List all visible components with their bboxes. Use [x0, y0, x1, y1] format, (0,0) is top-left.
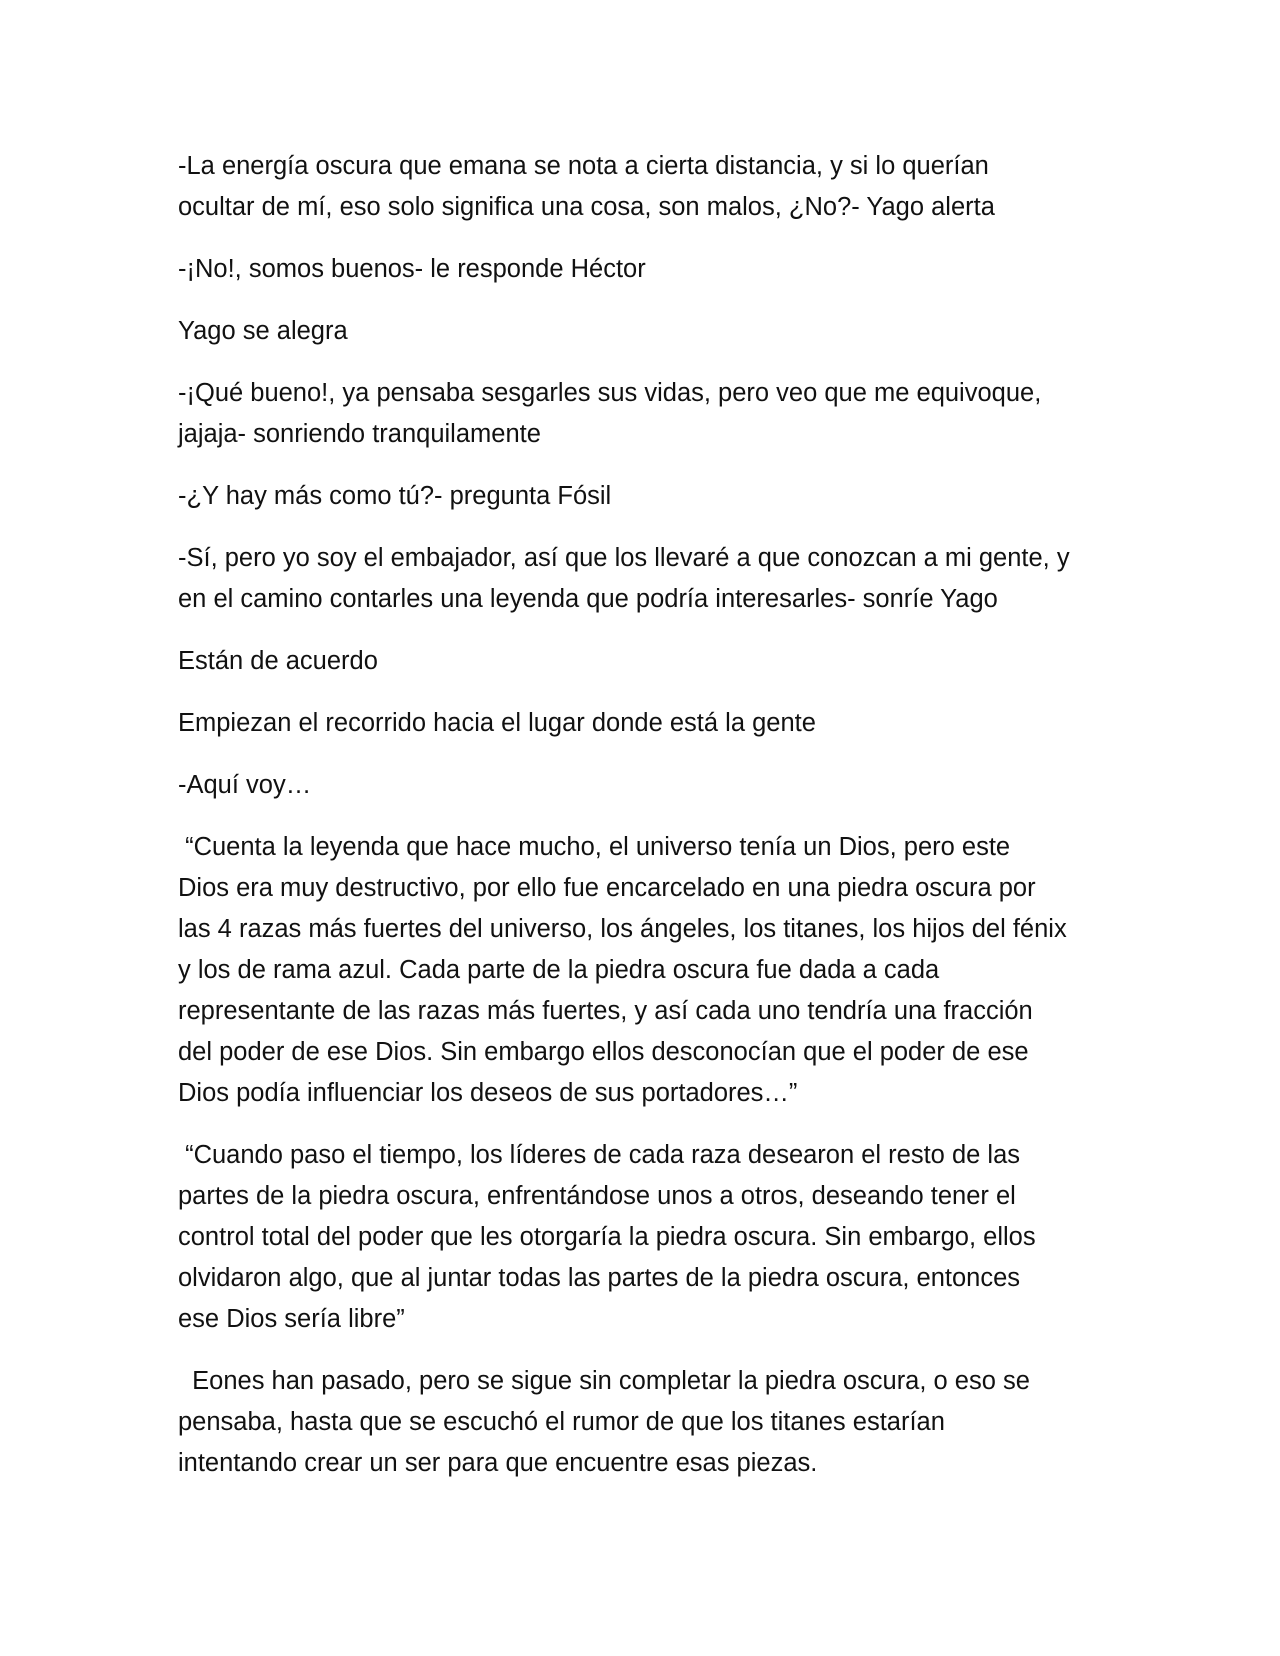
paragraph	[178, 476, 1108, 517]
text-line: en el camino contarles una leyenda que podría interesarles- sonríe Yago	[178, 585, 998, 613]
text-line: ocultar de mí, eso solo significa una cosa, son malos, ¿No?- Yago alerta	[178, 193, 995, 221]
paragraph	[178, 641, 1108, 682]
text-line: -¡No!, somos buenos- le responde Héctor	[178, 255, 646, 283]
text-line: pensaba, hasta que se escuchó el rumor de que los titanes estarían	[178, 1408, 945, 1436]
text-line: Dios era muy destructivo, por ello fue encarcelado en una piedra oscura por	[178, 874, 1036, 902]
text-line: ese Dios sería libre”	[178, 1305, 405, 1333]
paragraph	[178, 373, 1108, 455]
text-line: jajaja- sonriendo tranquilamente	[178, 420, 541, 448]
text-line: del poder de ese Dios. Sin embargo ellos desconocían que el poder de ese	[178, 1038, 1029, 1066]
text-line: representante de las razas más fuertes, y así cada uno tendría una fracción	[178, 997, 1033, 1025]
paragraph	[178, 1135, 1108, 1340]
text-line: las 4 razas más fuertes del universo, los ángeles, los titanes, los hijos del fénix	[178, 915, 1067, 943]
text-line: Dios podía influenciar los deseos de sus portadores…”	[178, 1079, 798, 1107]
text-line: Eones han pasado, pero se sigue sin completar la piedra oscura, o eso se	[178, 1367, 1030, 1395]
text-line: -La energía oscura que emana se nota a cierta distancia, y si lo querían	[178, 152, 989, 180]
paragraph	[178, 146, 1108, 228]
text-line: y los de rama azul. Cada parte de la piedra oscura fue dada a cada	[178, 956, 940, 984]
paragraph	[178, 538, 1108, 620]
text-line: partes de la piedra oscura, enfrentándose unos a otros, deseando tener el	[178, 1182, 1016, 1210]
paragraph	[178, 311, 1108, 352]
text-line: -Aquí voy…	[178, 771, 312, 799]
paragraph	[178, 1361, 1108, 1484]
text-line: “Cuenta la leyenda que hace mucho, el universo tenía un Dios, pero este	[178, 833, 1011, 861]
text-line: -¿Y hay más como tú?- pregunta Fósil	[178, 482, 612, 510]
text-line: Están de acuerdo	[178, 647, 378, 675]
document-body	[178, 146, 1108, 1505]
text-line: Empiezan el recorrido hacia el lugar donde está la gente	[178, 709, 816, 737]
text-line: olvidaron algo, que al juntar todas las partes de la piedra oscura, entonces	[178, 1264, 1021, 1292]
paragraph	[178, 765, 1108, 806]
text-line: control total del poder que les otorgaría la piedra oscura. Sin embargo, ellos	[178, 1223, 1036, 1251]
text-line: -Sí, pero yo soy el embajador, así que los llevaré a que conozcan a mi gente, y	[178, 544, 1070, 572]
text-line: intentando crear un ser para que encuentre esas piezas.	[178, 1449, 818, 1477]
paragraph	[178, 827, 1108, 1114]
text-line: -¡Qué bueno!, ya pensaba sesgarles sus vidas, pero veo que me equivoque,	[178, 379, 1042, 407]
paragraph	[178, 703, 1108, 744]
paragraph	[178, 249, 1108, 290]
text-line: Yago se alegra	[178, 317, 348, 345]
text-line: “Cuando paso el tiempo, los líderes de cada raza desearon el resto de las	[178, 1141, 1020, 1169]
